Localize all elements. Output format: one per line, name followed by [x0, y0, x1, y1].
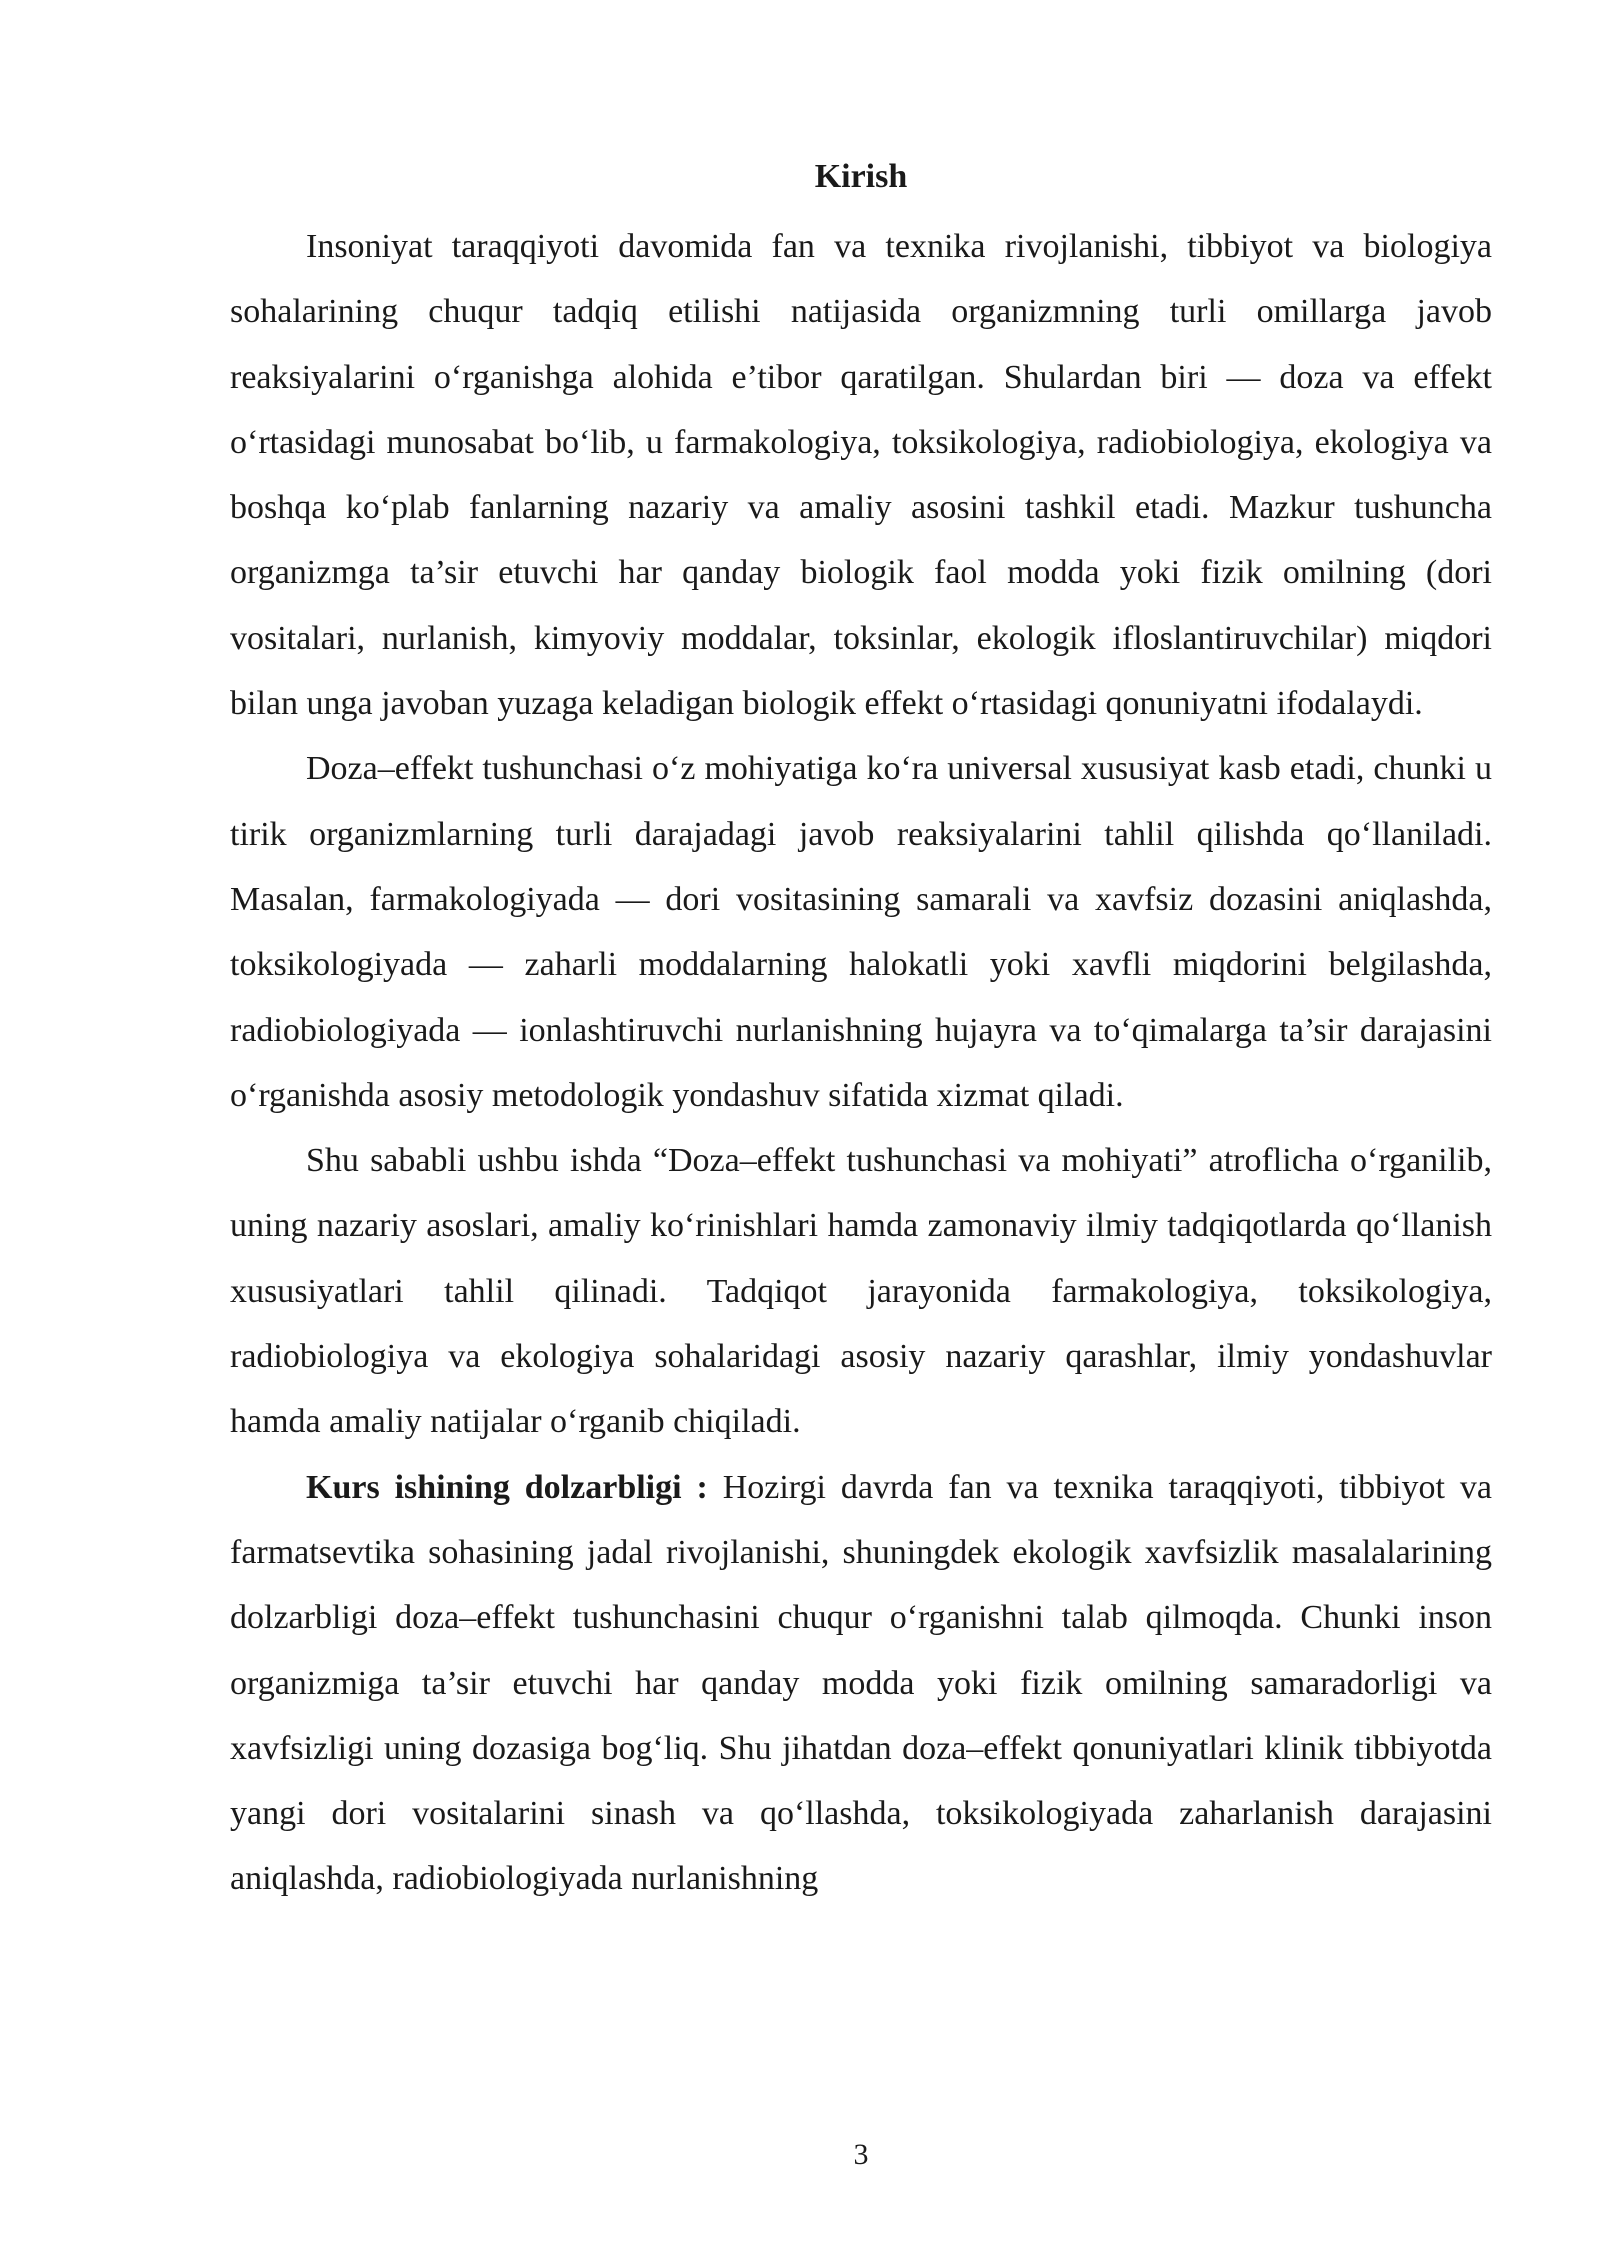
paragraph-text: Shu sababli ushbu ishda “Doza–effekt tushunchasi va mohiyati” atroflicha o‘rganilib, uning nazariy asoslari, amaliy ko‘rinishlari hamda zamonaviy ilmiy tadqiqotlarda qo‘llanish xususiyatlari tahlil qilinadi. Tadqiqot jarayonida farmakologiya, toksikologiya, radiobiologiya va ekologiya sohalaridagi asosiy nazariy qarashlar, ilmiy yondashuvlar hamda amaliy natijalar o‘rganib chiqiladi.: [230, 1142, 1492, 1441]
page-body: [230, 148, 1492, 1912]
paragraph-text: Insoniyat taraqqiyoti davomida fan va texnika rivojlanishi, tibbiyot va biologiya sohalarining chuqur tadqiq etilishi natijasida organizmning turli omillarga javob reaksiyalarini o‘rganishga alohida e’tibor qaratilgan. Shulardan biri — doza va effekt o‘rtasidagi munosabat bo‘lib, u farmakologiya, toksikologiya, radiobiologiya, ekologiya va boshqa ko‘plab fanlarning nazariy va amaliy asosini tashkil etadi. Mazkur tushuncha organizmga ta’sir etuvchi har qanday biologik faol modda yoki fizik omilning (dori vositalari, nurlanish, kimyoviy moddalar, toksinlar, ekologik ifloslantiruvchilar) miqdori bilan unga javoban yuzaga keladigan biologik effekt o‘rtasidagi qonuniyatni ifodalaydi.: [230, 228, 1492, 723]
page-number: 3: [853, 2138, 869, 2171]
paragraph-text: Hozirgi davrda fan va texnika taraqqiyoti, tibbiyot va farmatsevtika sohasining jadal rivojlanishi, shuningdek ekologik xavfsizlik masalalarining dolzarbligi doza–effekt tushunchasini chuqur o‘rganishni talab qilmoqda. Chunki inson organizmiga ta’sir etuvchi har qanday modda yoki fizik omilning samaradorligi va xavfsizligi uning dozasiga bog‘liq. Shu jihatdan doza–effekt qonuniyatlari klinik tibbiyotda yangi dori vositalarini sinash va qo‘llashda, toksikologiyada zaharlanish darajasini aniqlashda, radiobiologiyada nurlanishning: [230, 1468, 1492, 1898]
paragraph-intro: [230, 214, 1492, 736]
relevance-heading: Kurs ishining dolzarbligi :: [306, 1468, 708, 1506]
paragraph-text: Doza–effekt tushunchasi o‘z mohiyatiga ko‘ra universal xususiyat kasb etadi, chunki u tirik organizmlarning turli darajadagi javob reaksiyalarini tahlil qilishda qo‘llaniladi. Masalan, farmakologiyada — dori vositasining samarali va xavfsiz dozasini aniqlashda, toksikologiyada — zaharli moddalarning halokatli yoki xavfli miqdorini belgilashda, radiobiologiyada — ionlashtiruvchi nurlanishning hujayra va to‘qimalarga ta’sir darajasini o‘rganishda asosiy metodologik yondashuv sifatida xizmat qiladi.: [230, 750, 1492, 1114]
section-title: Kirish: [814, 158, 908, 195]
paragraph-dose-effect: [230, 736, 1492, 1128]
paragraph-relevance: [230, 1455, 1492, 1912]
paragraph-purpose: [230, 1128, 1492, 1454]
